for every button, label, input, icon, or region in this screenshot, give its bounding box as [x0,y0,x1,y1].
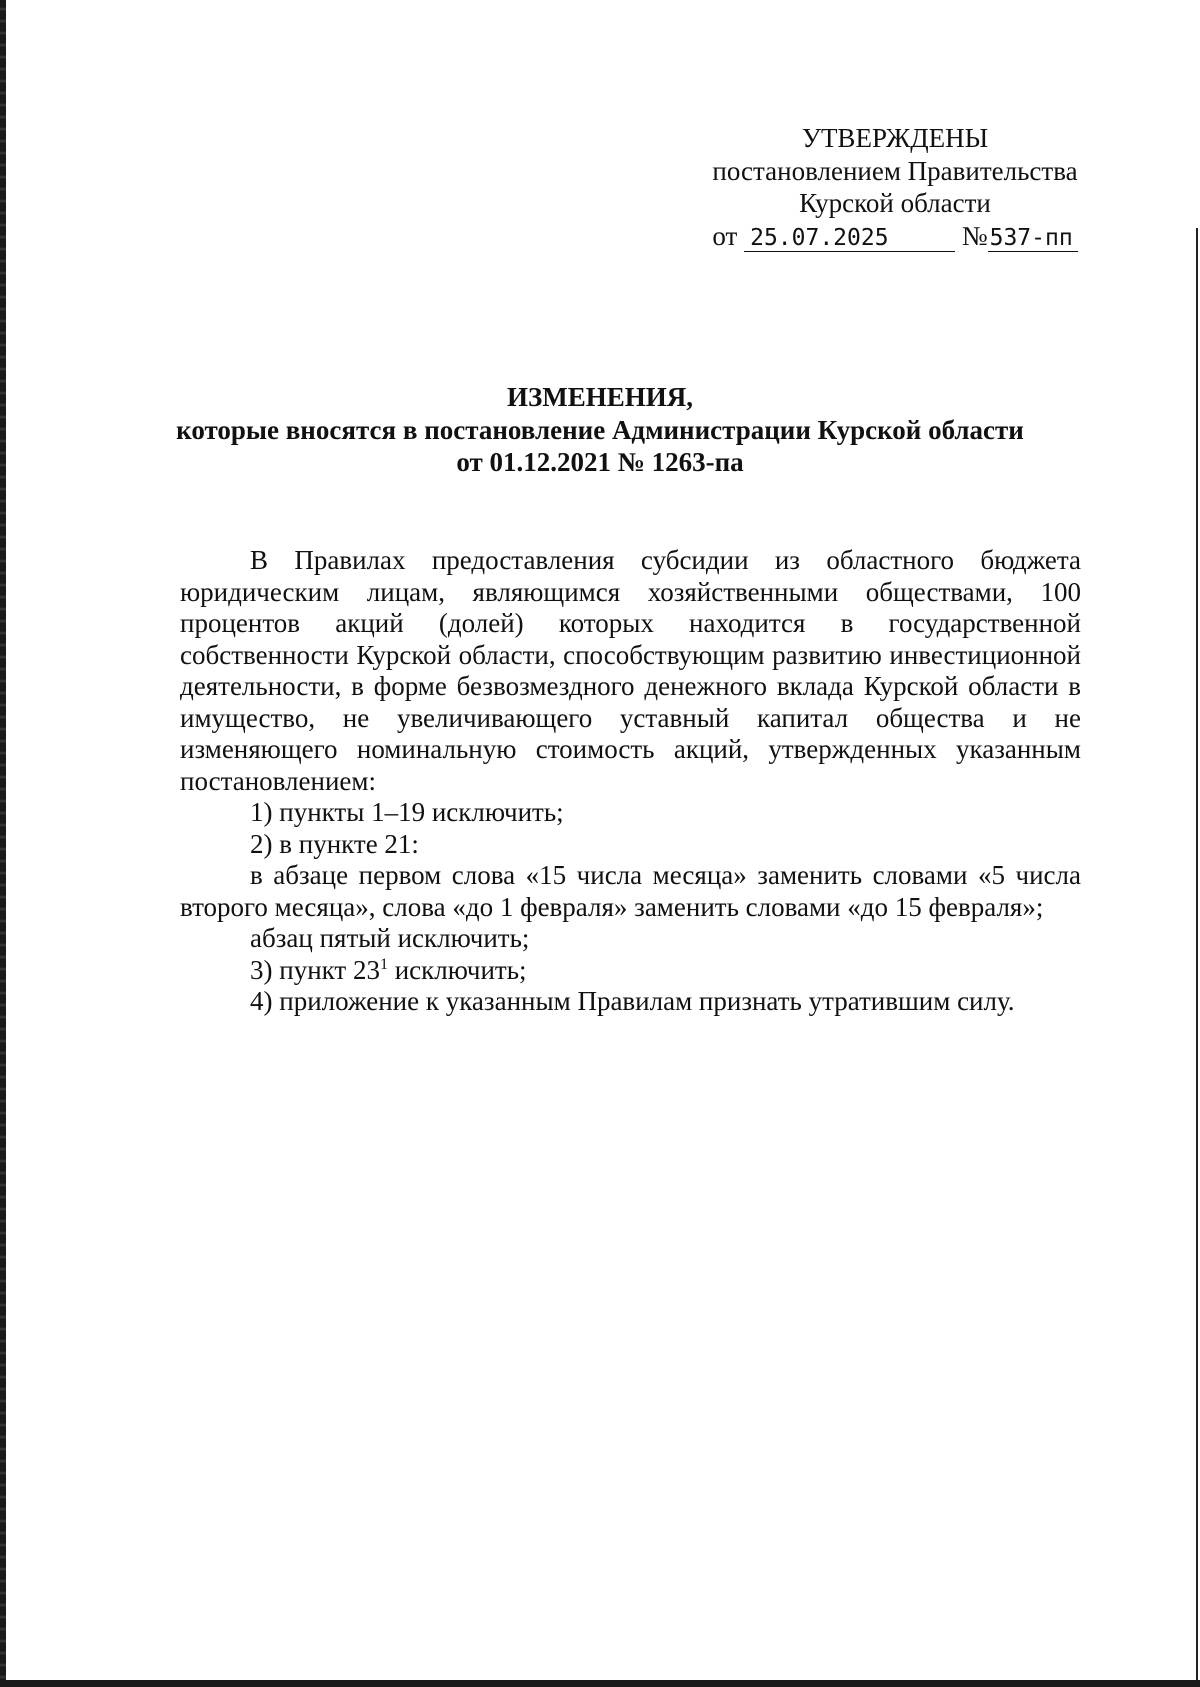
list-item-1: 1) пункты 1–19 исключить; [250,797,564,827]
approval-number: 537-пп [988,225,1078,252]
list-item-2: 2) в пункте 21: [250,828,419,859]
heading-subtitle: которые вносятся в постановление Администрации Курской области [176,414,1024,445]
item3-prefix: 3) пункт 23 [250,954,380,985]
approval-date-line [690,220,1100,253]
item3-superscript: 1 [379,955,388,973]
date-prefix: от [712,220,738,251]
heading-title: ИЗМЕНЕНИЯ, [506,382,693,412]
approval-region: Курской области [799,188,991,218]
approval-authority: постановлением Правительства [712,155,1078,186]
scan-edge-left [0,0,6,1687]
list-item-2-sub-2: абзац пятый исключить; [250,923,530,953]
list-item-3 [180,955,1081,987]
heading-reference: от 01.12.2021 № 1263-па [456,447,744,477]
intro-paragraph: В Правилах предоставления субсидии из областного бюджета юридическим лицам, являющимся хозяйственными обществами, 100 процентов акций (долей) которых находится в государственной собственности Курской области, способствующим развитию инвестиционной деятельности, в форме безвозмездного денежного вклада Курской области в имущество, не увеличивающего уставный капитал общества и не изменяющего номинальную стоимость акций, утвержденных указанным постановлением: [180,545,1081,796]
scan-edge-right [1196,228,1198,1687]
approval-block [690,122,1100,252]
document-body [180,545,1081,1018]
document-heading [150,381,1050,479]
approval-title: УТВЕРЖДЕНЫ [801,123,989,153]
item3-suffix: исключить; [387,954,527,985]
scan-edge-bottom [0,1680,1200,1687]
number-prefix: № [961,220,988,251]
approval-date: 25.07.2025 [744,225,955,252]
list-item-4: 4) приложение к указанным Правилам признать утратившим силу. [250,986,1015,1016]
list-item-2-sub-1: в абзаце первом слова «15 числа месяца» заменить словами «5 числа второго месяца», слова «до 1 февраля» заменить словами «до 15 февраля»; [180,860,1081,922]
